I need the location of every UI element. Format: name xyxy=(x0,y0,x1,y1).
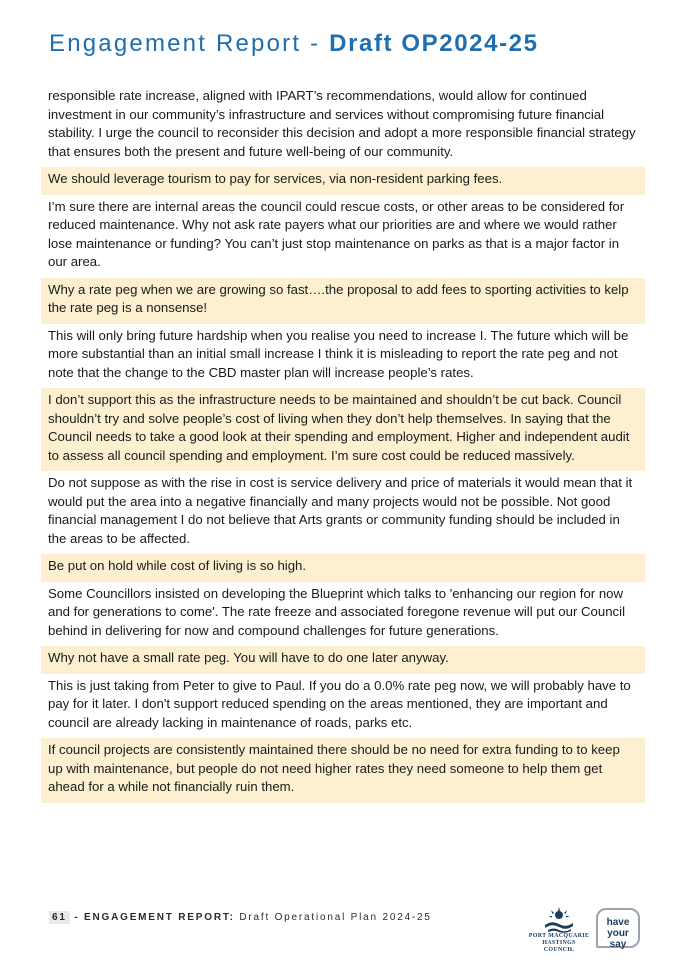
comment-paragraph-shaded xyxy=(41,554,645,582)
footer-label-bold: ENGAGEMENT REPORT: xyxy=(84,912,235,923)
comment-text: Some Councillors insisted on developing the Blueprint which talks to 'enhancing our region for now and for generations to come'. The rate freeze and associated foregone revenue will put our Council behind in delivering for now and compound challenges for future generations. xyxy=(48,585,626,638)
have-your-say-logo xyxy=(596,908,640,948)
comment-paragraph-shaded xyxy=(41,278,645,324)
have-your-say-line-1: have xyxy=(606,917,630,928)
comment-text: I’m sure there are internal areas the council could rescue costs, or other areas to be considered for reduced maintenance. Why not ask rate payers what our priorities are and where we would rather lose maintenance or funding? You can’t just stop maintenance on parks as that is a major factor in our area. xyxy=(48,198,625,269)
have-your-say-line-2: your say xyxy=(607,928,629,950)
header-title-prefix: Engagement Report - xyxy=(49,30,330,57)
comments-list xyxy=(41,84,645,803)
comment-text: Why not have a small rate peg. You will have to do one later anyway. xyxy=(48,650,449,665)
council-emblem-icon xyxy=(542,905,576,933)
comment-paragraph-shaded xyxy=(41,738,645,803)
comment-paragraph-shaded xyxy=(41,167,645,195)
comment-text: We should leverage tourism to pay for services, via non-resident parking fees. xyxy=(48,171,503,186)
council-logo xyxy=(527,905,591,961)
comment-text: If council projects are consistently maintained there should be no need for extra funding to to keep up with maintenance, but people do not need higher rates they need someone to help them get ahead for a while not financially ruin them. xyxy=(48,742,620,794)
comment-paragraph xyxy=(41,471,645,554)
council-name-line-1: PORT MACQUARIE xyxy=(528,933,590,939)
council-name-line-2: HASTINGS COUNCIL xyxy=(542,940,576,953)
comment-text: responsible rate increase, aligned with IPART’s recommendations, would allow for continued investment in our community’s infrastructure and services without compromising future financial stability. I urge the council to reconsider this decision and adopt a more responsible financial strategy that ensures both the present and future well-being of our community. xyxy=(48,88,636,159)
comment-paragraph xyxy=(41,582,645,647)
page-header xyxy=(49,30,539,58)
footer-separator: - xyxy=(69,912,85,923)
comment-paragraph xyxy=(41,84,645,167)
comment-text: This will only bring future hardship when you realise you need to increase I. The future which will be more substantial than an initial small increase I think it is misleading to report the rate peg and not note that the change to the CBD master plan will increase people’s rates. xyxy=(48,327,629,380)
page-number: 61 xyxy=(49,911,70,924)
comment-text: Do not suppose as with the rise in cost is service delivery and price of materials it would mean that it would put the area into a negative financially and many projects would not be possible. Not good financial management I do not believe that Arts grants or community funding should be included in the areas to be affected. xyxy=(48,475,633,546)
comment-paragraph xyxy=(41,674,645,739)
header-title-bold: Draft OP2024-25 xyxy=(329,30,539,57)
footer-label: Draft Operational Plan 2024-25 xyxy=(234,912,432,923)
comment-text: This is just taking from Peter to give to Paul. If you do a 0.0% rate peg now, we will probably have to pay for it later. I don't support reduced spending on the areas mentioned, they are important and council are already lacking in maintenance of roads, parks etc. xyxy=(48,677,631,730)
comment-paragraph-shaded xyxy=(41,646,645,674)
comment-paragraph-shaded xyxy=(41,388,645,471)
comment-text: I don’t support this as the infrastructure needs to be maintained and shouldn’t be cut back. Council shouldn’t try and solve people’s cost of living when they don’t help themselves. In saying that the Council needs to take a good look at their spending and employment. Higher and independent audit to assess all council spending and employment. I’m sure cost could be reduced massively. xyxy=(48,392,630,463)
page-footer xyxy=(49,912,432,923)
comment-text: Why a rate peg when we are growing so fast….the proposal to add fees to sporting activities to kelp the rate peg is a nonsense! xyxy=(48,281,629,315)
comment-paragraph xyxy=(41,324,645,389)
comment-paragraph xyxy=(41,195,645,278)
comment-text: Be put on hold while cost of living is so high. xyxy=(48,558,307,573)
